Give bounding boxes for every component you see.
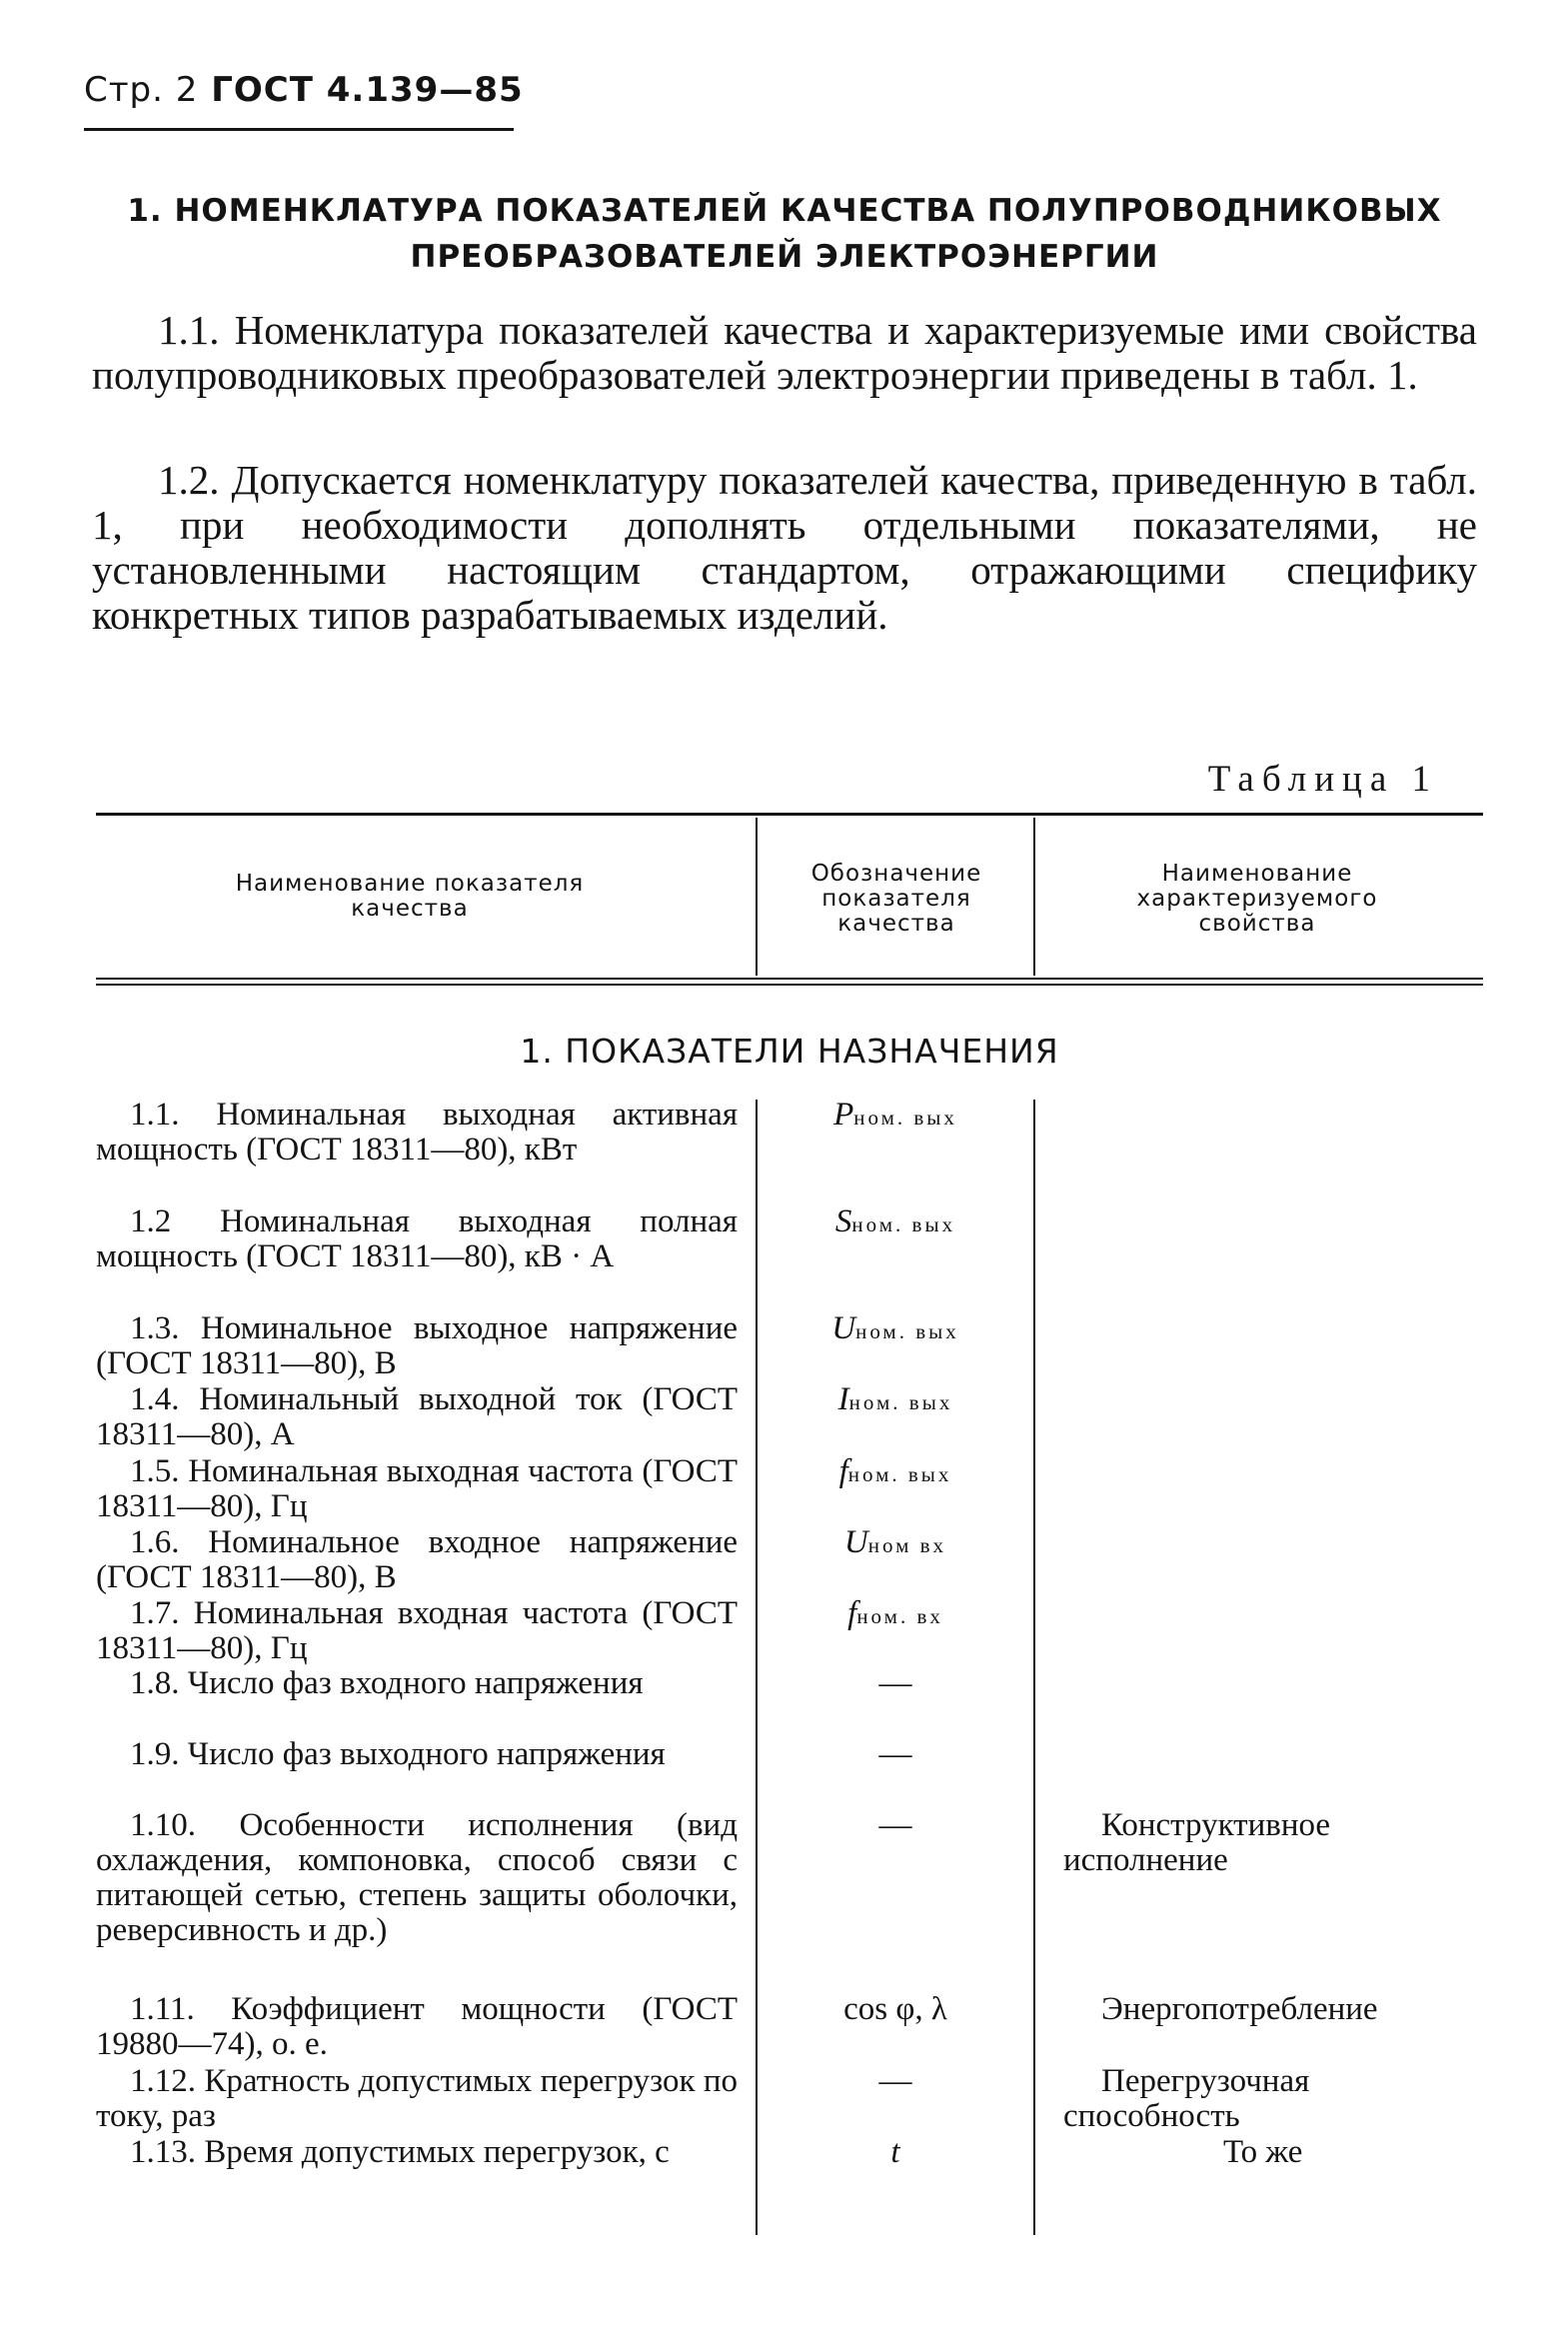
symbol-letter: f [838,1453,848,1489]
symbol-letter: t [890,2134,900,2170]
symbol-subscript: ном. вых [855,1319,959,1343]
table-header-rule-1 [96,978,1483,980]
table-header-rule-2 [96,984,1483,986]
table-row: 1.11. Коэффициент мощности (ГОСТ 19880—74), о. е. [96,1991,738,2062]
table-row: 1.12. Кратность допустимых перегрузок по току, раз [96,2063,738,2134]
table-row: 1.4. Номинальный выходной ток (ГОСТ 18311—80), А [96,1381,738,1452]
symbol-letter: I [837,1381,849,1417]
row-symbol [758,1098,1033,1136]
table-row: 1.5. Номинальная выходная частота (ГОСТ 18311—80), Гц [96,1453,738,1524]
row-symbol [758,1204,1033,1242]
paragraph-1-2: 1.2. Допускается номенклатуру показателей качества, приведенную в табл. 1, при необходимости дополнять отдельными показателями, не установленными настоящим стандартом, отражающими специфику конкретных типов разрабатываемых изделий. [92,457,1477,638]
row-symbol [758,2135,1033,2170]
header-rule [84,128,514,131]
row-property: Энергопотребление [1101,1991,1378,2027]
symbol-subscript: ном. вх [856,1604,943,1628]
section-title-line-1: 1. НОМЕНКЛАТУРА ПОКАЗАТЕЛЕЙ КАЧЕСТВА ПОЛУПРОВОДНИКОВЫХ [127,193,1442,229]
table-row: 1.8. Число фаз входного напряжения [130,1665,644,1701]
table-row: 1.13. Время допустимых перегрузок, с [130,2134,670,2170]
group-title: 1. ПОКАЗАТЕЛИ НАЗНАЧЕНИЯ [520,1032,1059,1071]
symbol-subscript: ном. вых [847,1462,952,1486]
page-number: Стр. 2 [84,70,199,110]
table-row: 1.6. Номинальное входное напряжение (ГОСТ 18311—80), В [96,1524,738,1595]
row-symbol: — [878,1736,912,1772]
table-row: 1.1. Номинальная выходная активная мощность (ГОСТ 18311—80), кВт [96,1097,738,1168]
table-header-divider-2 [1033,818,1035,976]
symbol-subscript: ном. вых [853,1106,957,1130]
section-title-line-2: ПРЕОБРАЗОВАТЕЛЕЙ ЭЛЕКТРОЭНЕРГИИ [410,239,1159,275]
row-symbol: cos φ, λ [843,1991,947,2027]
symbol-subscript: ном. вых [851,1212,956,1236]
page-header [84,70,524,110]
symbol-letter: P [833,1097,854,1133]
section-title [90,188,1479,280]
standard-number: ГОСТ 4.139—85 [211,70,524,110]
table-body-divider-2 [1033,1100,1035,2235]
row-symbol: — [878,2063,912,2099]
row-property: Перегрузочная способность [1063,2063,1310,2134]
paragraph-1-1: 1.1. Номенклатура показателей качества и характеризуемые ими свойства полупроводниковых преобразователей электроэнергии приведены в табл. 1. [92,307,1477,398]
row-symbol [758,1454,1033,1492]
column-header-symbol: Обозначение показателя качества [810,861,982,937]
symbol-subscript: ном вх [867,1533,947,1557]
symbol-letter: f [847,1595,857,1631]
table-header-divider-1 [756,818,758,976]
row-symbol: — [878,1665,912,1701]
table-top-rule [96,813,1483,816]
table-row: 1.2 Номинальная выходная полная мощность (ГОСТ 18311—80), кВ · А [96,1203,738,1274]
table-row: 1.9. Число фаз выходного напряжения [130,1736,666,1772]
symbol-letter: S [834,1203,852,1239]
symbol-letter: U [843,1524,868,1560]
symbol-letter: U [831,1310,856,1346]
row-property: Конструктивное исполнение [1063,1807,1331,1878]
row-symbol [758,1311,1033,1349]
table-row: 1.7. Номинальная входная частота (ГОСТ 18311—80), Гц [96,1595,738,1666]
table-row: 1.10. Особенности исполнения (вид охлаждения, компоновка, способ связи с питающей сетью, степень защиты оболочки, реверсивность и др.) [96,1807,738,1948]
row-symbol [758,1596,1033,1634]
row-symbol [758,1525,1033,1563]
row-symbol: — [878,1807,912,1843]
table-row: 1.3. Номинальное выходное напряжение (ГОСТ 18311—80), В [96,1310,738,1381]
symbol-subscript: ном. вых [848,1390,953,1414]
table-caption: Таблица 1 [1207,759,1438,800]
column-header-property: Наименование характеризуемого свойства [1136,861,1378,937]
column-header-name: Наименование показателя качества [235,871,585,922]
row-property: То же [1223,2134,1303,2170]
row-symbol [758,1382,1033,1420]
